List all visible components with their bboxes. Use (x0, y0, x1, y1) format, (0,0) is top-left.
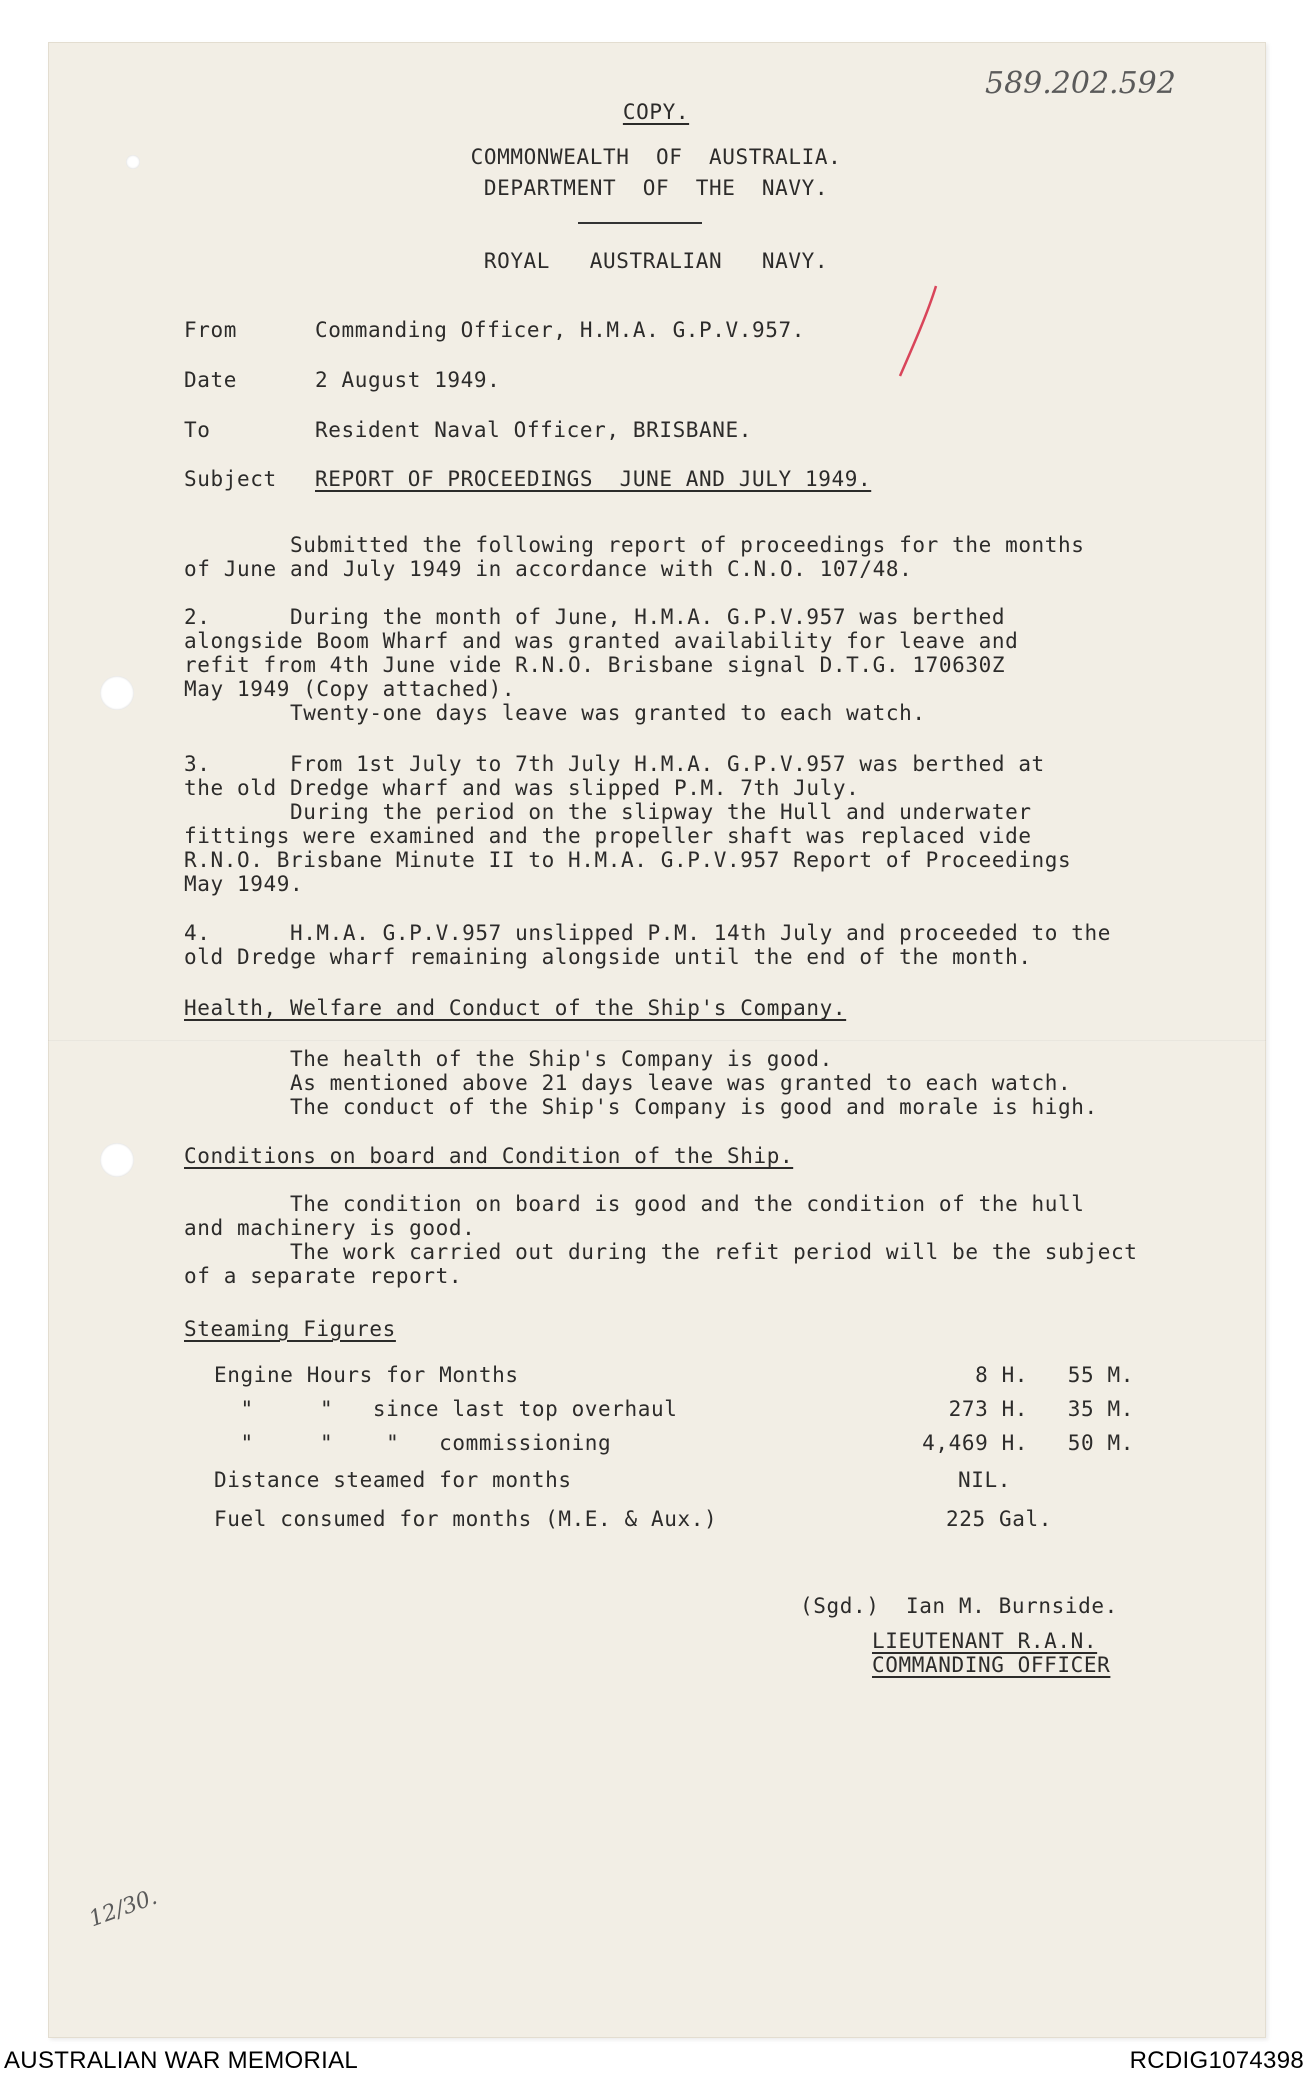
paragraph-4: 4. H.M.A. G.P.V.957 unslipped P.M. 14th July and proceeded to the old Dredge wharf remaining alongside until the end of the month. (184, 921, 1112, 969)
to-value: Resident Naval Officer, BRISBANE. (315, 418, 753, 442)
subject-value: REPORT OF PROCEEDINGS JUNE AND JULY 1949. (315, 467, 872, 491)
steaming-row-value: 8 H. 55 M. (975, 1363, 1134, 1387)
steaming-row-label: Fuel consumed for months (M.E. & Aux.) (214, 1507, 718, 1531)
date-label: Date (184, 368, 237, 392)
steaming-row-label: Engine Hours for Months (214, 1363, 519, 1387)
steaming-row-value: NIL. (958, 1468, 1011, 1492)
page-fold (48, 1040, 1266, 1042)
paragraph-2: 2. During the month of June, H.M.A. G.P.V.957 was berthed alongside Boom Wharf and was granted availability for leave and refit from 4th June vide R.N.O. Brisbane signal D.T.G. 170630Z May 1949 (Copy attached). Twenty-one days leave was granted to each watch. (184, 605, 1019, 725)
signature-title: COMMANDING OFFICER (872, 1653, 1111, 1677)
conditions-text: The condition on board is good and the condition of the hull and machinery is good. The work carried out during the refit period will be the subject of a separate report. (184, 1192, 1138, 1288)
steaming-row-value: 4,469 H. 50 M. (922, 1431, 1134, 1455)
health-text: The health of the Ship's Company is good. As mentioned above 21 days leave was granted to each watch. The conduct of the Ship's Company is good and morale is high. (289, 1047, 1098, 1119)
steaming-row-value: 225 Gal. (946, 1507, 1052, 1531)
punch-hole-upper (100, 676, 134, 710)
red-tick-mark (892, 282, 942, 382)
subject-label: Subject (184, 467, 277, 491)
steaming-row-label: " " " commissioning (214, 1431, 612, 1455)
punch-hole-lower (100, 1143, 134, 1177)
paragraph-3: 3. From 1st July to 7th July H.M.A. G.P.V.957 was berthed at the old Dredge wharf and was slipped P.M. 7th July. During the period on the slipway the Hull and underwater fittings were examined and the propeller shaft was replaced vide R.N.O. Brisbane Minute II to H.M.A. G.P.V.957 Report of Proceedings May 1949. (184, 752, 1072, 896)
from-label: From (184, 318, 237, 342)
department-heading: DEPARTMENT OF THE NAVY. (483, 176, 829, 200)
steaming-row-label: Distance steamed for months (214, 1468, 572, 1492)
steaming-row-value: 273 H. 35 M. (948, 1397, 1134, 1421)
copy-heading: COPY. (622, 100, 690, 124)
footer-record-id: RCDIG1074398 (1129, 2047, 1304, 2074)
signature-line: (Sgd.) Ian M. Burnside. (800, 1594, 1118, 1618)
from-value: Commanding Officer, H.M.A. G.P.V.957. (315, 318, 805, 342)
handwritten-reference: 589.202.592 (985, 66, 1176, 101)
navy-heading: ROYAL AUSTRALIAN NAVY. (483, 249, 829, 273)
paragraph-1: Submitted the following report of proceedings for the months of June and July 1949 in accordance with C.N.O. 107/48. (184, 533, 1085, 581)
date-value: 2 August 1949. (315, 368, 501, 392)
heading-divider (578, 222, 702, 224)
conditions-heading: Conditions on board and Condition of the Ship. (184, 1144, 794, 1168)
margin-note: 12/30. (85, 1884, 161, 1933)
commonwealth-heading: COMMONWEALTH OF AUSTRALIA. (470, 145, 842, 169)
health-heading: Health, Welfare and Conduct of the Ship's Company. (184, 996, 847, 1020)
steaming-row-label: " " since last top overhaul (214, 1397, 678, 1421)
footer-institution: AUSTRALIAN WAR MEMORIAL (4, 2047, 359, 2074)
signature-rank: LIEUTENANT R.A.N. (872, 1629, 1098, 1653)
to-label: To (184, 418, 211, 442)
steaming-heading: Steaming Figures (184, 1317, 396, 1341)
